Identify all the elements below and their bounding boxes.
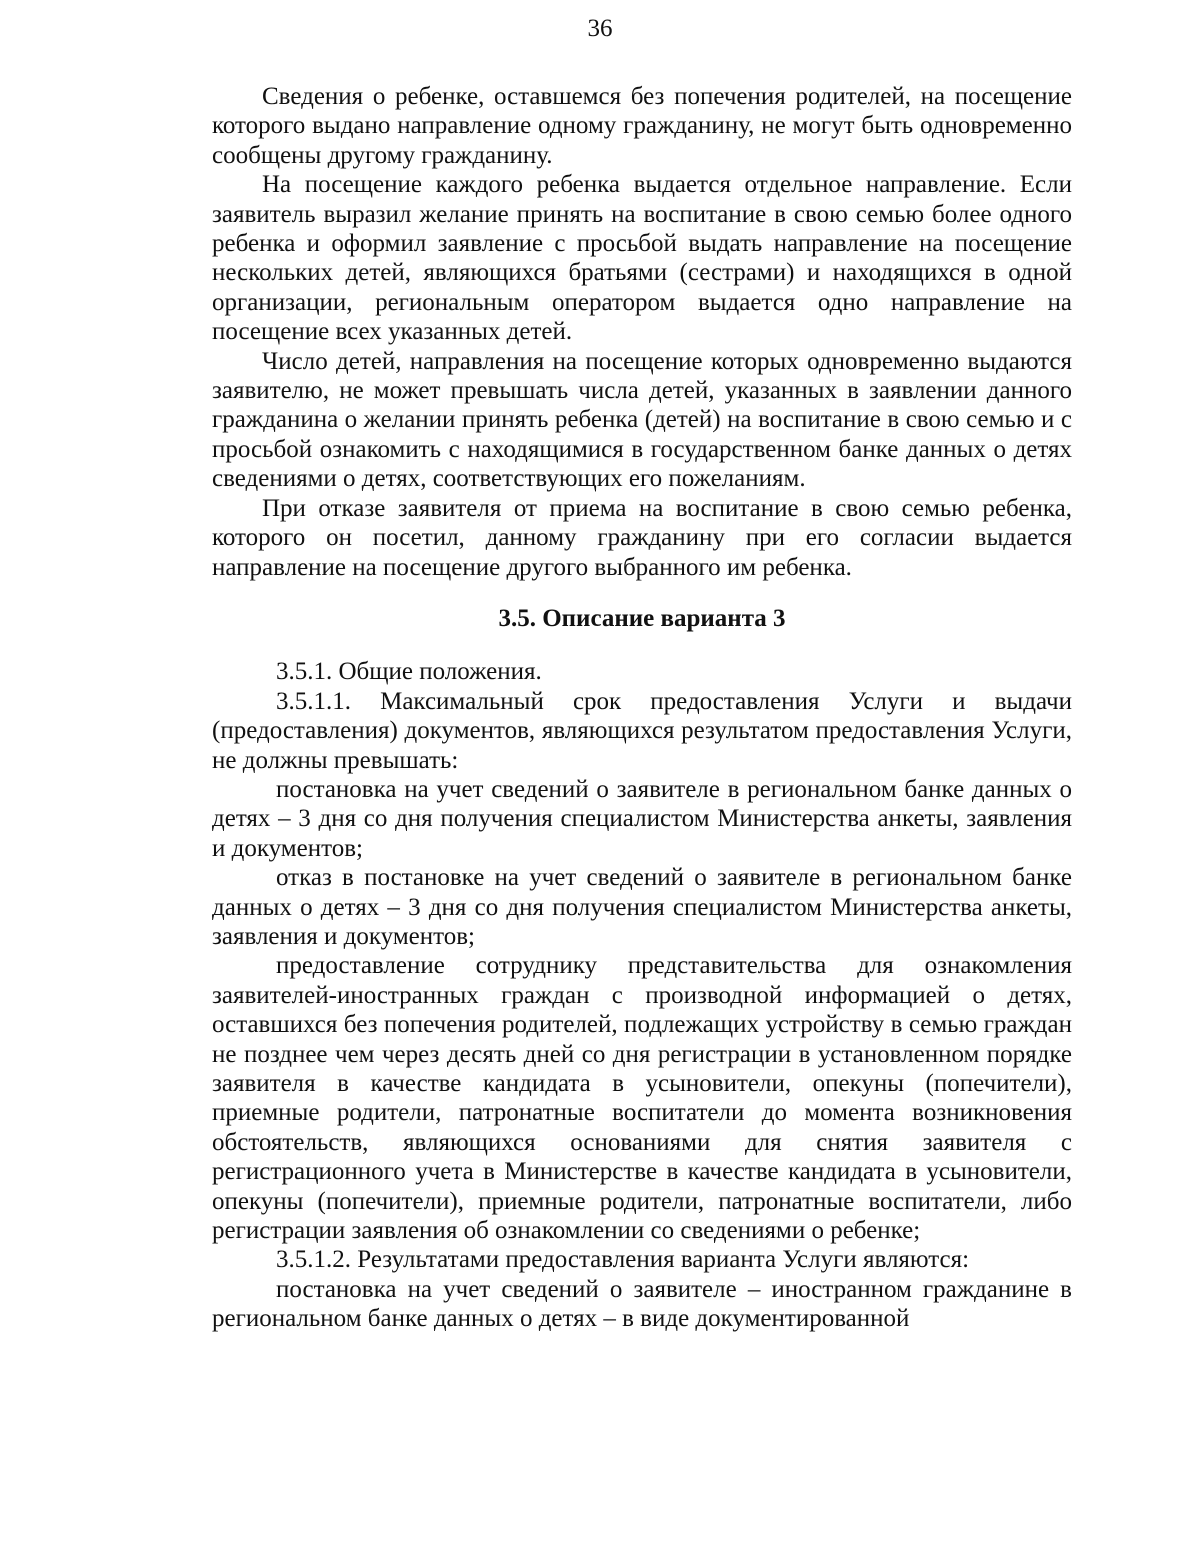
page-number: 36 <box>587 15 613 42</box>
term-item: постановка на учет сведений о заявителе в региональном банке данных о детях – 3 дня со дня получения специалистом Министерства анкеты, заявления и документов; <box>212 775 1072 862</box>
section-heading: 3.5. Описание варианта 3 <box>498 604 786 632</box>
clause-3-5-1-2: 3.5.1.2. Результатами предоставления варианта Услуги являются: <box>276 1246 970 1274</box>
paragraph: На посещение каждого ребенка выдается отдельное направление. Если заявитель выразил желание принять на воспитание в свою семью более одного ребенка и оформил заявление с просьбой выдать направление на посещение нескольких детей, являющихся братьями (сестрами) и находящихся в одной организации, региональным оператором выдается одно направление на посещение всех указанных детей. <box>212 171 1072 346</box>
clause-3-5-1-1: 3.5.1.1. Максимальный срок предоставления Услуги и выдачи (предоставления) документов, являющихся результатом предоставления Услуги, не должны превышать: <box>212 687 1072 774</box>
result-item: постановка на учет сведений о заявителе – иностранном гражданине в региональном банке данных о детях – в виде документированной <box>212 1275 1072 1333</box>
term-item: предоставление сотруднику представительства для ознакомления заявителей-иностранных граждан с производной информацией о детях, оставшихся без попечения родителей, подлежащих устройству в семью граждан не позднее чем через десять дней со дня регистрации в установленном порядке заявителя в качестве кандидата в усыновители, опекуны (попечители), приемные родители, патронатные воспитатели до момента возникновения обстоятельств, являющихся основаниями для снятия заявителя с регистрационного учета в Министерстве в качестве кандидата в усыновители, опекуны (попечители), приемные родители, патронатные воспитатели, либо регистрации заявления об ознакомлении со сведениями о ребенке; <box>212 952 1072 1245</box>
term-item: отказ в постановке на учет сведений о заявителе в региональном банке данных о детях – 3 дня со дня получения специалистом Министерства анкеты, заявления и документов; <box>212 864 1072 950</box>
general-provisions: 3.5.1. Общие положения. <box>276 658 542 686</box>
paragraph: При отказе заявителя от приема на воспитание в свою семью ребенка, которого он посетил, данному гражданину при его согласии выдается направление на посещение другого выбранного им ребенка. <box>212 494 1072 581</box>
document-body <box>212 82 1072 1334</box>
paragraph: Сведения о ребенке, оставшемся без попечения родителей, на посещение которого выдано направление одному гражданину, не могут быть одновременно сообщены другому гражданину. <box>212 83 1072 169</box>
paragraph: Число детей, направления на посещение которых одновременно выдаются заявителю, не может превышать числа детей, указанных в заявлении данного гражданина о желании принять ребенка (детей) на воспитание в свою семью и с просьбой ознакомить с находящимися в государственном банке данных о детях сведениями о детях, соответствующих его пожеланиям. <box>212 347 1072 493</box>
